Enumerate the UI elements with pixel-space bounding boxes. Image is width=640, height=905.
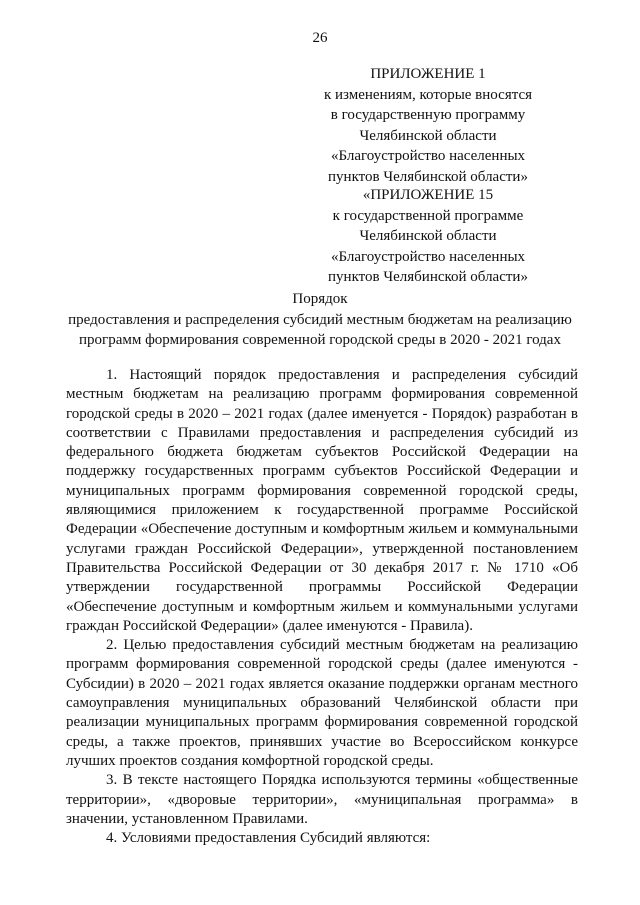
paragraph-2: 2. Целью предоставления субсидий местным бюджетам на реализацию программ формирования современной городской среды (далее именуются - Субсидии) в 2020 – 2021 годах является оказание поддержки органам местного самоуправления муниципальных образований Челябинской области при реализации муниципальных программ формирования современной городской среды, а также проектов, принявших участие во Всероссийском конкурсе лучших проектов создания комфортной городской среды.	[66, 637, 578, 769]
appendix-1-line: к изменениям, которые вносятся	[323, 86, 533, 103]
title-line: Порядок	[292, 291, 348, 307]
appendix-1-line: Челябинской области	[359, 127, 497, 144]
title-line: предоставления и распределения субсидий местным бюджетам на реализацию	[68, 311, 572, 328]
appendix-15-header	[278, 185, 578, 288]
paragraph-1: 1. Настоящий порядок предоставления и распределения субсидий местным бюджетам на реализацию программ формирования современной городской среды в 2020 – 2021 годах (далее именуется - Порядок) разработан в соответствии с Правилами предоставления и распределения субсидий из федерального бюджета бюджетам субъектов Российской Федерации на поддержку государственных программ субъектов Российской Федерации и муниципальных программ формирования современной городской среды, являющимися приложением к государственной программе Российской Федерации «Обеспечение доступным и комфортным жильем и коммунальными услугами граждан Российской Федерации», утвержденной постановлением Правительства Российской Федерации от 30 декабря 2017 г. № 1710 «Об утверждении государственной программы Российской Федерации «Обеспечение доступным и комфортным жильем и коммунальными услугами граждан Российской Федерации» (далее именуются - Правила).	[66, 367, 578, 634]
paragraph-4: 4. Условиями предоставления Субсидий являются:	[106, 830, 431, 847]
appendix-15-line: к государственной программе	[332, 207, 524, 224]
document-body	[66, 366, 578, 848]
title-line: программ формирования современной городской среды в 2020 - 2021 годах	[79, 332, 561, 348]
appendix-15-line: «ПРИЛОЖЕНИЕ 15	[362, 187, 494, 203]
paragraph-3: 3. В тексте настоящего Порядка используются термины «общественные территории», «дворовые территории», «муниципальная программа» в значении, установленном Правилами.	[66, 772, 578, 827]
appendix-1-line: ПРИЛОЖЕНИЕ 1	[370, 66, 486, 82]
appendix-1-line: пунктов Челябинской области»	[328, 168, 528, 185]
appendix-1-line: в государственную программу	[330, 107, 526, 123]
appendix-15-line: Челябинской области	[359, 228, 497, 244]
appendix-15-line: «Благоустройство населенных	[330, 248, 526, 265]
appendix-1-header	[278, 64, 578, 187]
appendix-15-line: пунктов Челябинской области»	[328, 269, 528, 285]
page-number: 26	[312, 30, 328, 46]
document-title	[62, 289, 578, 351]
appendix-1-line: «Благоустройство населенных	[330, 148, 526, 164]
